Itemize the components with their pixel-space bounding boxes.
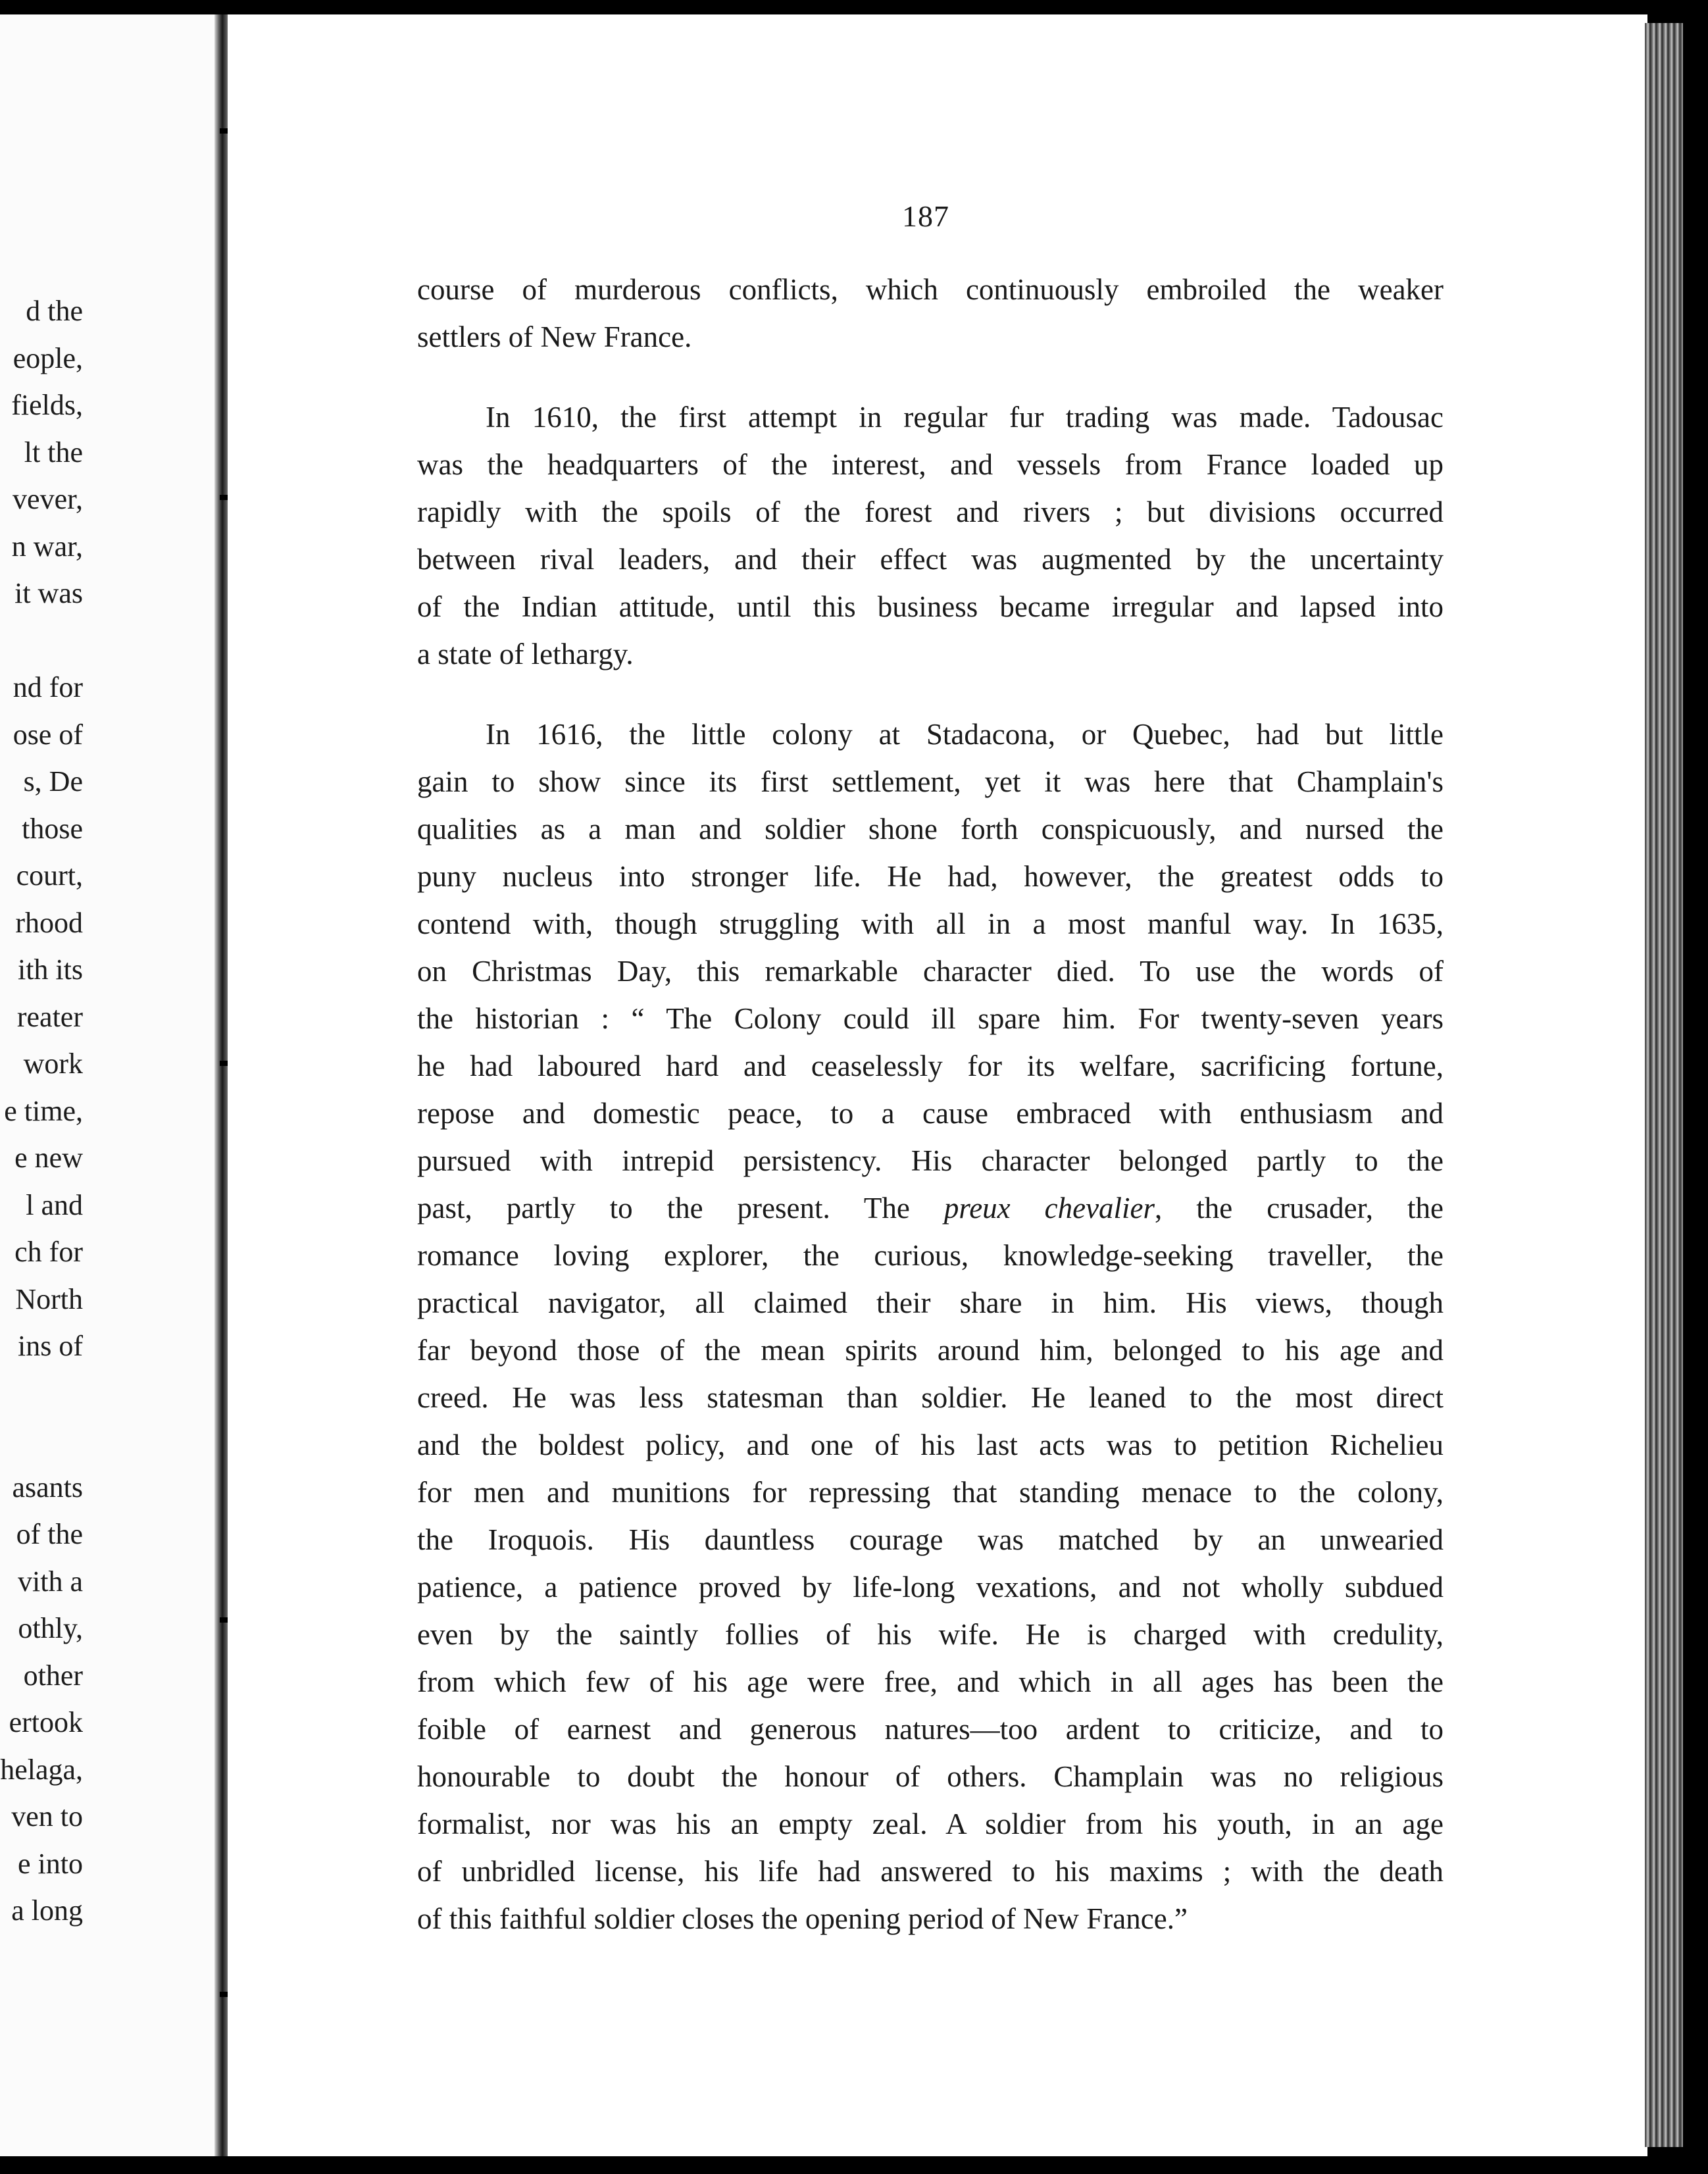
previous-page-fragment: d the xyxy=(26,295,83,327)
text-line: contend with, though struggling with all in a most manful way. In 1635, xyxy=(417,907,1444,940)
text-line: on Christmas Day, this remarkable character died. To use the words of xyxy=(417,955,1444,988)
previous-page-fragment: nd for xyxy=(13,671,83,703)
paragraph xyxy=(417,711,1444,1942)
text-line: In 1610, the first attempt in regular fur trading was made. Tadousac xyxy=(486,401,1444,434)
previous-page-gap xyxy=(0,617,83,665)
previous-page-fragment: court, xyxy=(16,859,83,892)
text-line: honourable to doubt the honour of others. Champlain was no religious xyxy=(417,1760,1444,1793)
book-gutter xyxy=(214,14,228,2156)
text-line: from which few of his age were free, and which in all ages has been the xyxy=(417,1665,1444,1698)
text-line: of this faithful soldier closes the opening period of New France.” xyxy=(417,1902,1188,1935)
text-line: gain to show since its first settlement, yet it was here that Champlain's xyxy=(417,765,1444,798)
previous-page-fragment: those xyxy=(22,812,83,845)
text-line: course of murderous conflicts, which continuously embroiled the weaker xyxy=(417,273,1444,306)
previous-page-fragment: n war, xyxy=(11,530,83,563)
paragraph xyxy=(417,393,1444,678)
previous-page-fragment: vever, xyxy=(13,483,83,515)
previous-page-gap xyxy=(0,1417,83,1464)
text-line: patience, a patience proved by life-long vexations, and not wholly subdued xyxy=(417,1571,1444,1604)
body-text xyxy=(417,266,1444,1942)
previous-page-fragment: a long xyxy=(11,1894,83,1927)
text-line: and the boldest policy, and one of his last acts was to petition Richelieu xyxy=(417,1428,1444,1461)
text-line: the Iroquois. His dauntless courage was matched by an unwearied xyxy=(417,1523,1444,1556)
previous-page-fragment: othly, xyxy=(18,1612,83,1644)
previous-page-fragment: it was xyxy=(14,577,83,609)
previous-page-fragment: fields, xyxy=(11,389,83,421)
previous-page-fragment: e into xyxy=(18,1847,83,1880)
text-line: between rival leaders, and their effect was augmented by the uncertainty xyxy=(417,543,1444,576)
text-segment: past, partly to the present. The xyxy=(417,1192,944,1225)
previous-page-fragment: vith a xyxy=(18,1565,83,1598)
previous-page-fragment: reater xyxy=(16,1000,83,1033)
previous-page-fragment: asants xyxy=(12,1471,83,1504)
previous-page-fragment: e new xyxy=(14,1142,83,1174)
text-line: for men and munitions for repressing that standing menace to the colony, xyxy=(417,1476,1444,1509)
text-line: In 1616, the little colony at Stadacona, or Quebec, had but little xyxy=(486,718,1444,751)
text-line: of unbridled license, his life had answered to his maxims ; with the death xyxy=(417,1855,1444,1888)
text-line: repose and domestic peace, to a cause embraced with enthusiasm and xyxy=(417,1097,1444,1130)
previous-page-text xyxy=(0,288,83,1934)
previous-page-fragment: other xyxy=(23,1659,83,1692)
page-stack-edge xyxy=(1645,23,1683,2147)
previous-page-fragment: of the xyxy=(16,1518,83,1550)
text-line: even by the saintly follies of his wife. He is charged with credulity, xyxy=(417,1618,1444,1651)
text-line: pursued with intrepid persistency. His character belonged partly to the xyxy=(417,1144,1444,1177)
text-line: rapidly with the spoils of the forest and rivers ; but divisions occurred xyxy=(417,495,1444,528)
text-segment: , the crusader, the xyxy=(1155,1192,1444,1225)
previous-page-fragment: helaga, xyxy=(0,1753,83,1786)
previous-page-fragment: s, De xyxy=(23,765,83,797)
text-line: he had laboured hard and ceaselessly for its welfare, sacrificing fortune, xyxy=(417,1049,1444,1082)
text-line: romance loving explorer, the curious, knowledge-seeking traveller, the xyxy=(417,1239,1444,1272)
previous-page-fragment: ven to xyxy=(11,1800,83,1833)
text-line-with-italic xyxy=(417,1184,1444,1232)
previous-page xyxy=(0,14,218,2156)
previous-page-fragment: ch for xyxy=(14,1236,83,1268)
text-line: qualities as a man and soldier shone forth conspicuously, and nursed the xyxy=(417,813,1444,846)
previous-page-fragment: l and xyxy=(26,1188,83,1221)
text-line: was the headquarters of the interest, and vessels from France loaded up xyxy=(417,448,1444,481)
previous-page-fragment: eople, xyxy=(13,341,83,374)
text-line: a state of lethargy. xyxy=(417,638,634,670)
text-line: the historian : “ The Colony could ill spare him. For twenty-seven years xyxy=(417,1002,1444,1035)
text-line: far beyond those of the mean spirits around him, belonged to his age and xyxy=(417,1334,1444,1367)
previous-page-gap xyxy=(0,1370,83,1417)
paragraph-gap xyxy=(417,678,1444,711)
text-line: creed. He was less statesman than soldier. He leaned to the most direct xyxy=(417,1381,1444,1414)
italic-phrase: preux chevalier xyxy=(943,1192,1155,1225)
page-number: 187 xyxy=(902,199,949,233)
previous-page-fragment: e time, xyxy=(4,1094,83,1127)
text-line: practical navigator, all claimed their share in him. His views, though xyxy=(417,1286,1444,1319)
text-line: formalist, nor was his an empty zeal. A soldier from his youth, in an age xyxy=(417,1807,1444,1840)
previous-page-fragment: lt the xyxy=(24,436,83,468)
paragraph-gap xyxy=(417,361,1444,393)
previous-page-fragment: rhood xyxy=(15,906,83,939)
previous-page-fragment: ith its xyxy=(17,953,83,986)
previous-page-fragment: North xyxy=(15,1282,83,1315)
text-line: foible of earnest and generous natures—too ardent to criticize, and to xyxy=(417,1713,1444,1746)
paragraph xyxy=(417,266,1444,361)
text-line: settlers of New France. xyxy=(417,320,692,353)
previous-page-fragment: ins of xyxy=(18,1330,83,1362)
text-line: of the Indian attitude, until this business became irregular and lapsed into xyxy=(417,590,1444,623)
previous-page-fragment: work xyxy=(23,1048,83,1080)
previous-page-fragment: ose of xyxy=(13,718,83,751)
previous-page-fragment: ertook xyxy=(9,1706,83,1738)
text-line: puny nucleus into stronger life. He had, however, the greatest odds to xyxy=(417,860,1444,893)
